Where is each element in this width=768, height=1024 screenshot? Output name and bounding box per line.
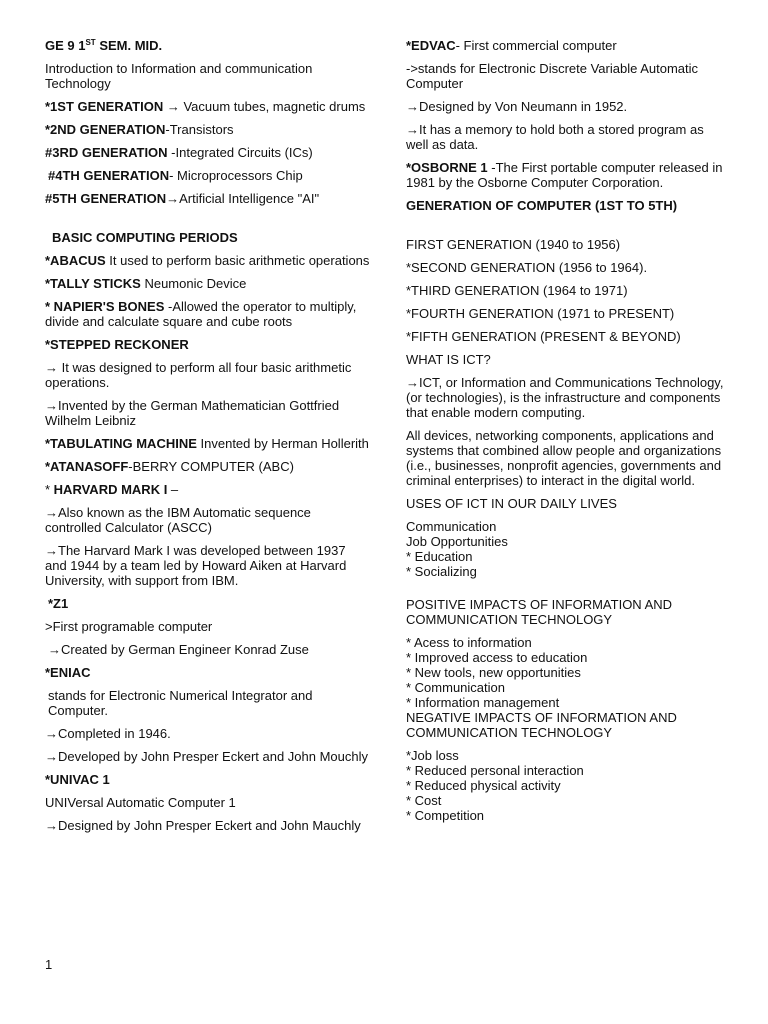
eniac-note-2: →Completed in 1946. [45,726,171,741]
osborne-entry: *OSBORNE 1 -The First portable computer released in 1981 by the Osborne Computer Corporation. [406,160,723,190]
napier-entry: * NAPIER'S BONES -Allowed the operator to multiply, divide and calculate square and cube roots [45,299,357,329]
univac-heading: *UNIVAC 1 [45,772,110,787]
list-item: * Competition [406,808,485,823]
list-item: Communication [406,519,497,534]
doc-title: GE 9 1ST SEM. MID. [45,38,163,53]
list-item: * Acess to information [406,635,532,650]
generation-4: *FOURTH GENERATION (1971 to PRESENT) [406,306,675,321]
list-item: *Job loss [406,748,459,763]
z1-note-2: →Created by German Engineer Konrad Zuse [48,642,309,657]
generation-5: *FIFTH GENERATION (PRESENT & BEYOND) [406,329,681,344]
harvard-heading: * HARVARD MARK I – [45,482,179,497]
harvard-note-2: →The Harvard Mark I was developed between 1937 and 1944 by a team led by Howard Aiken at Harvard University, with support from IBM. [45,543,347,588]
stepped-note-2: →Invented by the German Mathematician Gottfried Wilhelm Leibniz [45,398,340,428]
list-item: * New tools, new opportunities [406,665,581,680]
edvac-note-2: →Designed by Von Neumann in 1952. [406,99,628,114]
generation-2: *SECOND GENERATION (1956 to 1964). [406,260,648,275]
page-number: 1 [45,957,53,972]
univac-note-1: UNIVersal Automatic Computer 1 [45,795,236,810]
eniac-note-3: →Developed by John Presper Eckert and John Mouchly [45,749,369,764]
gen5-line: #5TH GENERATION→Artificial Intelligence "AI" [45,191,320,206]
negative-heading: NEGATIVE IMPACTS OF INFORMATION AND COMMUNICATION TECHNOLOGY [406,710,677,740]
gen3-line: #3RD GENERATION -Integrated Circuits (ICs) [45,145,313,160]
what-is-ict-heading: WHAT IS ICT? [406,352,491,367]
gen2-line: *2ND GENERATION-Transistors [45,122,234,137]
positive-heading: POSITIVE IMPACTS OF INFORMATION AND COMMUNICATION TECHNOLOGY [406,597,673,627]
z1-note-1: >First programable computer [45,619,213,634]
harvard-note-1: →Also known as the IBM Automatic sequence controlled Calculator (ASCC) [45,505,311,535]
uses-list [406,519,726,579]
list-item: * Reduced personal interaction [406,763,584,778]
stepped-note-1: → It was designed to perform all four basic arithmetic operations. [45,360,352,390]
periods-heading: BASIC COMPUTING PERIODS [52,230,238,245]
ict-definition: →ICT, or Information and Communications Technology, (or technologies), is the infrastructure and components that enable modern computing. [406,375,724,420]
stepped-heading: *STEPPED RECKONER [45,337,189,352]
eniac-note-1: stands for Electronic Numerical Integrator and Computer. [48,688,313,718]
generation-heading: GENERATION OF COMPUTER (1ST TO 5TH) [406,198,678,213]
list-item: * Cost [406,793,442,808]
generation-3: *THIRD GENERATION (1964 to 1971) [406,283,628,298]
eniac-heading: *ENIAC [45,665,91,680]
edvac-entry: *EDVAC- First commercial computer [406,38,617,53]
uses-heading: USES OF ICT IN OUR DAILY LIVES [406,496,617,511]
list-item: Job Opportunities [406,534,508,549]
gen1-line: *1ST GENERATION → Vacuum tubes, magnetic drums [45,99,366,114]
abacus-entry: *ABACUS It used to perform basic arithmetic operations [45,253,370,268]
left-column [45,38,370,841]
list-item: * Improved access to education [406,650,588,665]
edvac-note-1: ->stands for Electronic Discrete Variable Automatic Computer [406,61,699,91]
abc-entry: *ATANASOFF-BERRY COMPUTER (ABC) [45,459,294,474]
positive-list [406,635,726,710]
generation-1: FIRST GENERATION (1940 to 1956) [406,237,621,252]
list-item: * Education [406,549,473,564]
z1-heading: *Z1 [48,596,69,611]
list-item: * Communication [406,680,505,695]
list-item: * Socializing [406,564,477,579]
intro-text: Introduction to Information and communication Technology [45,61,313,91]
univac-note-2: →Designed by John Presper Eckert and John Mauchly [45,818,361,833]
ict-devices: All devices, networking components, applications and systems that combined allow people and organizations (i.e., businesses, nonprofit agencies, governments and criminal enterprises) to interact in the digital world. [406,428,722,488]
tally-entry: *TALLY STICKS Neumonic Device [45,276,247,291]
negative-list [406,748,726,823]
list-item: * Reduced physical activity [406,778,561,793]
right-column [406,38,726,831]
gen4-line: #4TH GENERATION- Microprocessors Chip [48,168,303,183]
list-item: * Information management [406,695,560,710]
tabulating-entry: *TABULATING MACHINE Invented by Herman Hollerith [45,436,369,451]
edvac-note-3: →It has a memory to hold both a stored program as well as data. [406,122,704,152]
